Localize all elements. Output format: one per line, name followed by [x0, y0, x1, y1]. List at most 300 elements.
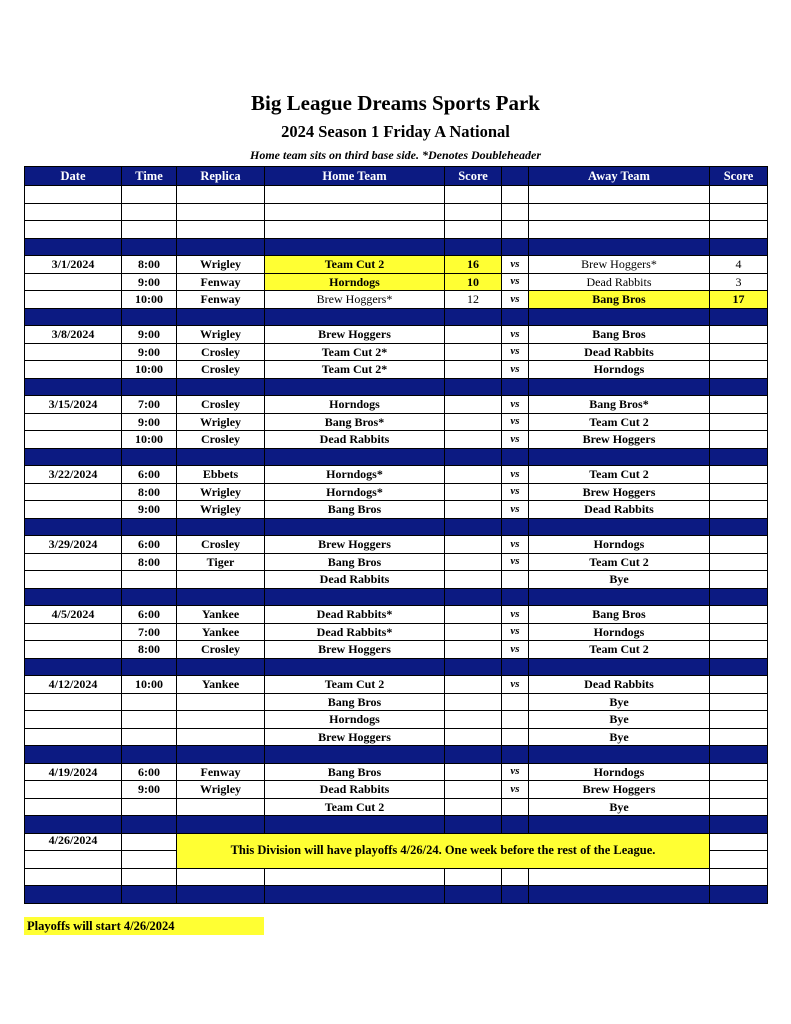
field-name: Wrigley — [177, 501, 265, 519]
empty-cell — [502, 518, 529, 536]
field-name — [177, 571, 265, 589]
empty-cell — [25, 413, 122, 431]
empty-cell — [710, 833, 768, 851]
home-team: Team Cut 2 — [265, 798, 445, 816]
game-row — [25, 693, 768, 711]
empty-cell — [710, 186, 768, 204]
vs-label: vs — [502, 606, 529, 624]
week-separator — [25, 308, 768, 326]
away-team: Bye — [529, 693, 710, 711]
game-row — [25, 273, 768, 291]
field-name: Tiger — [177, 553, 265, 571]
empty-cell — [529, 378, 710, 396]
empty-cell — [122, 518, 177, 536]
home-team: Dead Rabbits — [265, 571, 445, 589]
week-separator — [25, 816, 768, 834]
empty-cell — [122, 851, 177, 869]
away-score — [710, 483, 768, 501]
empty-cell — [25, 221, 122, 239]
away-score — [710, 361, 768, 379]
empty-cell — [177, 308, 265, 326]
home-team: Dead Rabbits — [265, 431, 445, 449]
empty-cell — [25, 518, 122, 536]
away-score — [710, 431, 768, 449]
empty-cell — [445, 203, 502, 221]
empty-cell — [177, 868, 265, 886]
game-time: 9:00 — [122, 343, 177, 361]
field-name — [177, 711, 265, 729]
home-team: Horndogs — [265, 396, 445, 414]
game-time — [122, 571, 177, 589]
game-row — [25, 553, 768, 571]
empty-cell — [502, 746, 529, 764]
week-separator — [25, 518, 768, 536]
empty-cell — [265, 746, 445, 764]
empty-cell — [25, 588, 122, 606]
away-team: Dead Rabbits — [529, 273, 710, 291]
empty-cell — [25, 623, 122, 641]
empty-cell — [177, 886, 265, 904]
away-score — [710, 501, 768, 519]
empty-cell — [265, 658, 445, 676]
column-header: Home Team — [265, 167, 445, 186]
empty-cell — [445, 448, 502, 466]
game-row — [25, 483, 768, 501]
column-header: Away Team — [529, 167, 710, 186]
home-score — [445, 553, 502, 571]
game-row — [25, 291, 768, 309]
empty-cell — [710, 816, 768, 834]
game-row — [25, 711, 768, 729]
week-separator — [25, 658, 768, 676]
away-score — [710, 728, 768, 746]
empty-cell — [529, 308, 710, 326]
away-team: Horndogs — [529, 623, 710, 641]
away-team: Bang Bros — [529, 606, 710, 624]
vs-label — [502, 693, 529, 711]
field-name: Fenway — [177, 763, 265, 781]
empty-cell — [445, 378, 502, 396]
away-score — [710, 571, 768, 589]
empty-cell — [265, 238, 445, 256]
empty-cell — [25, 343, 122, 361]
home-score: 10 — [445, 273, 502, 291]
empty-cell — [122, 588, 177, 606]
away-team: Bye — [529, 571, 710, 589]
vs-label — [502, 711, 529, 729]
away-score — [710, 711, 768, 729]
empty-cell — [25, 693, 122, 711]
empty-cell — [25, 431, 122, 449]
away-team: Bang Bros — [529, 291, 710, 309]
column-header: Score — [710, 167, 768, 186]
empty-cell — [25, 238, 122, 256]
home-score — [445, 693, 502, 711]
week-separator — [25, 238, 768, 256]
empty-cell — [445, 886, 502, 904]
week-date: 4/12/2024 — [25, 676, 122, 694]
table-header-row — [25, 167, 768, 186]
empty-cell — [25, 868, 122, 886]
home-team: Dead Rabbits* — [265, 623, 445, 641]
empty-cell — [177, 658, 265, 676]
empty-cell — [265, 203, 445, 221]
empty-cell — [177, 186, 265, 204]
empty-cell — [529, 186, 710, 204]
away-team: Bye — [529, 711, 710, 729]
field-name: Wrigley — [177, 256, 265, 274]
game-row — [25, 536, 768, 554]
game-row — [25, 571, 768, 589]
page-subtitle: 2024 Season 1 Friday A National — [281, 122, 510, 141]
away-team: Dead Rabbits — [529, 676, 710, 694]
column-header: Score — [445, 167, 502, 186]
week-separator — [25, 588, 768, 606]
empty-cell — [265, 378, 445, 396]
away-score — [710, 326, 768, 344]
away-score — [710, 466, 768, 484]
empty-cell — [25, 746, 122, 764]
schedule-table — [24, 166, 768, 904]
away-score — [710, 623, 768, 641]
empty-cell — [25, 308, 122, 326]
empty-cell — [445, 816, 502, 834]
field-name: Crosley — [177, 431, 265, 449]
empty-cell — [25, 711, 122, 729]
empty-cell — [529, 588, 710, 606]
vs-label: vs — [502, 781, 529, 799]
empty-cell — [529, 448, 710, 466]
empty-cell — [25, 886, 122, 904]
week-date: 3/29/2024 — [25, 536, 122, 554]
away-team: Bang Bros — [529, 326, 710, 344]
game-time: 9:00 — [122, 413, 177, 431]
field-name: Wrigley — [177, 483, 265, 501]
empty-cell — [177, 221, 265, 239]
week-separator — [25, 886, 768, 904]
home-team: Brew Hoggers — [265, 326, 445, 344]
blank-row — [25, 203, 768, 221]
home-team: Team Cut 2* — [265, 361, 445, 379]
empty-cell — [445, 308, 502, 326]
game-row — [25, 326, 768, 344]
game-time: 6:00 — [122, 466, 177, 484]
away-team: Team Cut 2 — [529, 641, 710, 659]
home-score — [445, 396, 502, 414]
empty-cell — [25, 186, 122, 204]
field-name: Fenway — [177, 273, 265, 291]
week-date: 3/22/2024 — [25, 466, 122, 484]
empty-cell — [177, 816, 265, 834]
week-date: 4/19/2024 — [25, 763, 122, 781]
home-score — [445, 501, 502, 519]
empty-cell — [25, 361, 122, 379]
away-score — [710, 343, 768, 361]
empty-cell — [122, 448, 177, 466]
empty-cell — [445, 238, 502, 256]
week-date: 4/26/2024 — [25, 833, 122, 851]
empty-cell — [710, 746, 768, 764]
home-score — [445, 361, 502, 379]
away-team: Bye — [529, 798, 710, 816]
empty-cell — [710, 238, 768, 256]
empty-cell — [445, 518, 502, 536]
game-time: 7:00 — [122, 396, 177, 414]
empty-cell — [122, 868, 177, 886]
vs-label: vs — [502, 483, 529, 501]
field-name: Yankee — [177, 606, 265, 624]
vs-label: vs — [502, 343, 529, 361]
column-header: Date — [25, 167, 122, 186]
week-date: 3/15/2024 — [25, 396, 122, 414]
home-team: Bang Bros — [265, 693, 445, 711]
empty-cell — [529, 886, 710, 904]
empty-cell — [25, 553, 122, 571]
empty-cell — [25, 781, 122, 799]
away-score — [710, 781, 768, 799]
home-team: Bang Bros — [265, 763, 445, 781]
empty-cell — [25, 816, 122, 834]
empty-cell — [502, 186, 529, 204]
empty-cell — [122, 238, 177, 256]
away-team: Team Cut 2 — [529, 553, 710, 571]
vs-label: vs — [502, 431, 529, 449]
vs-label: vs — [502, 413, 529, 431]
game-row — [25, 606, 768, 624]
empty-cell — [122, 746, 177, 764]
home-team: Bang Bros — [265, 501, 445, 519]
vs-label: vs — [502, 623, 529, 641]
empty-cell — [122, 186, 177, 204]
empty-cell — [502, 221, 529, 239]
home-score — [445, 623, 502, 641]
empty-cell — [445, 868, 502, 886]
vs-label: vs — [502, 553, 529, 571]
empty-cell — [177, 203, 265, 221]
away-team: Team Cut 2 — [529, 466, 710, 484]
empty-cell — [502, 378, 529, 396]
home-score — [445, 781, 502, 799]
empty-cell — [25, 203, 122, 221]
empty-cell — [25, 851, 122, 869]
empty-cell — [529, 221, 710, 239]
empty-cell — [25, 378, 122, 396]
game-time: 8:00 — [122, 553, 177, 571]
game-time: 6:00 — [122, 536, 177, 554]
empty-cell — [710, 658, 768, 676]
playoff-row — [25, 833, 768, 851]
empty-cell — [710, 518, 768, 536]
game-time: 10:00 — [122, 291, 177, 309]
week-date: 3/8/2024 — [25, 326, 122, 344]
field-name: Fenway — [177, 291, 265, 309]
away-team: Team Cut 2 — [529, 413, 710, 431]
vs-label — [502, 571, 529, 589]
empty-cell — [710, 203, 768, 221]
playoffs-footer-note: Playoffs will start 4/26/2024 — [24, 917, 264, 935]
away-team: Horndogs — [529, 763, 710, 781]
week-separator — [25, 378, 768, 396]
home-score — [445, 763, 502, 781]
empty-cell — [25, 728, 122, 746]
empty-cell — [265, 448, 445, 466]
away-team: Dead Rabbits — [529, 501, 710, 519]
field-name: Crosley — [177, 343, 265, 361]
empty-cell — [177, 448, 265, 466]
away-score — [710, 676, 768, 694]
schedule-body — [25, 186, 768, 904]
empty-cell — [265, 588, 445, 606]
blank-row — [25, 186, 768, 204]
vs-label: vs — [502, 291, 529, 309]
home-team: Team Cut 2* — [265, 343, 445, 361]
field-name: Wrigley — [177, 413, 265, 431]
away-team: Brew Hoggers — [529, 483, 710, 501]
field-name: Crosley — [177, 536, 265, 554]
empty-cell — [529, 203, 710, 221]
empty-cell — [529, 658, 710, 676]
empty-cell — [25, 501, 122, 519]
empty-cell — [445, 186, 502, 204]
empty-cell — [710, 851, 768, 869]
playoff-message: This Division will have playoffs 4/26/24. One week before the rest of the League. — [177, 833, 710, 868]
home-score — [445, 728, 502, 746]
page-title: Big League Dreams Sports Park — [251, 91, 540, 115]
empty-cell — [445, 588, 502, 606]
game-time — [122, 693, 177, 711]
empty-cell — [122, 221, 177, 239]
empty-cell — [710, 221, 768, 239]
empty-cell — [122, 833, 177, 851]
game-time: 10:00 — [122, 361, 177, 379]
home-team: Team Cut 2 — [265, 256, 445, 274]
column-header: Replica — [177, 167, 265, 186]
away-team: Brew Hoggers — [529, 781, 710, 799]
empty-cell — [502, 203, 529, 221]
game-time — [122, 711, 177, 729]
field-name — [177, 693, 265, 711]
game-row — [25, 501, 768, 519]
vs-label — [502, 728, 529, 746]
empty-cell — [265, 868, 445, 886]
away-team: Horndogs — [529, 536, 710, 554]
game-time — [122, 798, 177, 816]
empty-cell — [502, 308, 529, 326]
schedule-note: Home team sits on third base side. *Denotes Doubleheader — [250, 148, 541, 162]
empty-cell — [502, 238, 529, 256]
away-team: Dead Rabbits — [529, 343, 710, 361]
home-team: Dead Rabbits* — [265, 606, 445, 624]
home-score: 16 — [445, 256, 502, 274]
field-name — [177, 798, 265, 816]
vs-label: vs — [502, 256, 529, 274]
empty-cell — [177, 518, 265, 536]
vs-label: vs — [502, 466, 529, 484]
home-team: Team Cut 2 — [265, 676, 445, 694]
home-team: Brew Hoggers* — [265, 291, 445, 309]
empty-cell — [445, 658, 502, 676]
empty-cell — [502, 886, 529, 904]
home-score — [445, 641, 502, 659]
empty-cell — [122, 886, 177, 904]
blank-row — [25, 868, 768, 886]
game-row — [25, 256, 768, 274]
empty-cell — [25, 273, 122, 291]
home-score — [445, 606, 502, 624]
game-row — [25, 728, 768, 746]
away-score — [710, 536, 768, 554]
game-row — [25, 763, 768, 781]
week-separator — [25, 746, 768, 764]
away-score — [710, 606, 768, 624]
game-time: 10:00 — [122, 676, 177, 694]
vs-label: vs — [502, 273, 529, 291]
away-team: Brew Hoggers — [529, 431, 710, 449]
vs-label: vs — [502, 396, 529, 414]
empty-cell — [710, 378, 768, 396]
game-time: 8:00 — [122, 641, 177, 659]
empty-cell — [445, 746, 502, 764]
away-team: Brew Hoggers* — [529, 256, 710, 274]
empty-cell — [265, 308, 445, 326]
field-name: Crosley — [177, 396, 265, 414]
home-team: Horndogs — [265, 273, 445, 291]
home-score — [445, 431, 502, 449]
empty-cell — [265, 518, 445, 536]
empty-cell — [265, 186, 445, 204]
field-name: Yankee — [177, 623, 265, 641]
home-team: Horndogs* — [265, 466, 445, 484]
game-row — [25, 413, 768, 431]
empty-cell — [122, 658, 177, 676]
game-row — [25, 396, 768, 414]
field-name: Ebbets — [177, 466, 265, 484]
empty-cell — [502, 868, 529, 886]
home-team: Brew Hoggers — [265, 728, 445, 746]
game-row — [25, 343, 768, 361]
field-name: Yankee — [177, 676, 265, 694]
vs-label: vs — [502, 763, 529, 781]
empty-cell — [25, 291, 122, 309]
game-time: 8:00 — [122, 256, 177, 274]
empty-cell — [265, 816, 445, 834]
away-score — [710, 763, 768, 781]
game-time: 9:00 — [122, 781, 177, 799]
home-score — [445, 483, 502, 501]
empty-cell — [177, 238, 265, 256]
empty-cell — [25, 658, 122, 676]
field-name: Wrigley — [177, 781, 265, 799]
week-date: 4/5/2024 — [25, 606, 122, 624]
away-score — [710, 641, 768, 659]
column-header: Time — [122, 167, 177, 186]
blank-row — [25, 221, 768, 239]
empty-cell — [710, 588, 768, 606]
away-score — [710, 798, 768, 816]
vs-label — [502, 798, 529, 816]
column-header — [502, 167, 529, 186]
empty-cell — [25, 798, 122, 816]
vs-label: vs — [502, 676, 529, 694]
away-score — [710, 396, 768, 414]
game-time: 6:00 — [122, 606, 177, 624]
empty-cell — [710, 308, 768, 326]
empty-cell — [25, 571, 122, 589]
home-score: 12 — [445, 291, 502, 309]
game-row — [25, 676, 768, 694]
away-score: 4 — [710, 256, 768, 274]
home-team: Bang Bros* — [265, 413, 445, 431]
